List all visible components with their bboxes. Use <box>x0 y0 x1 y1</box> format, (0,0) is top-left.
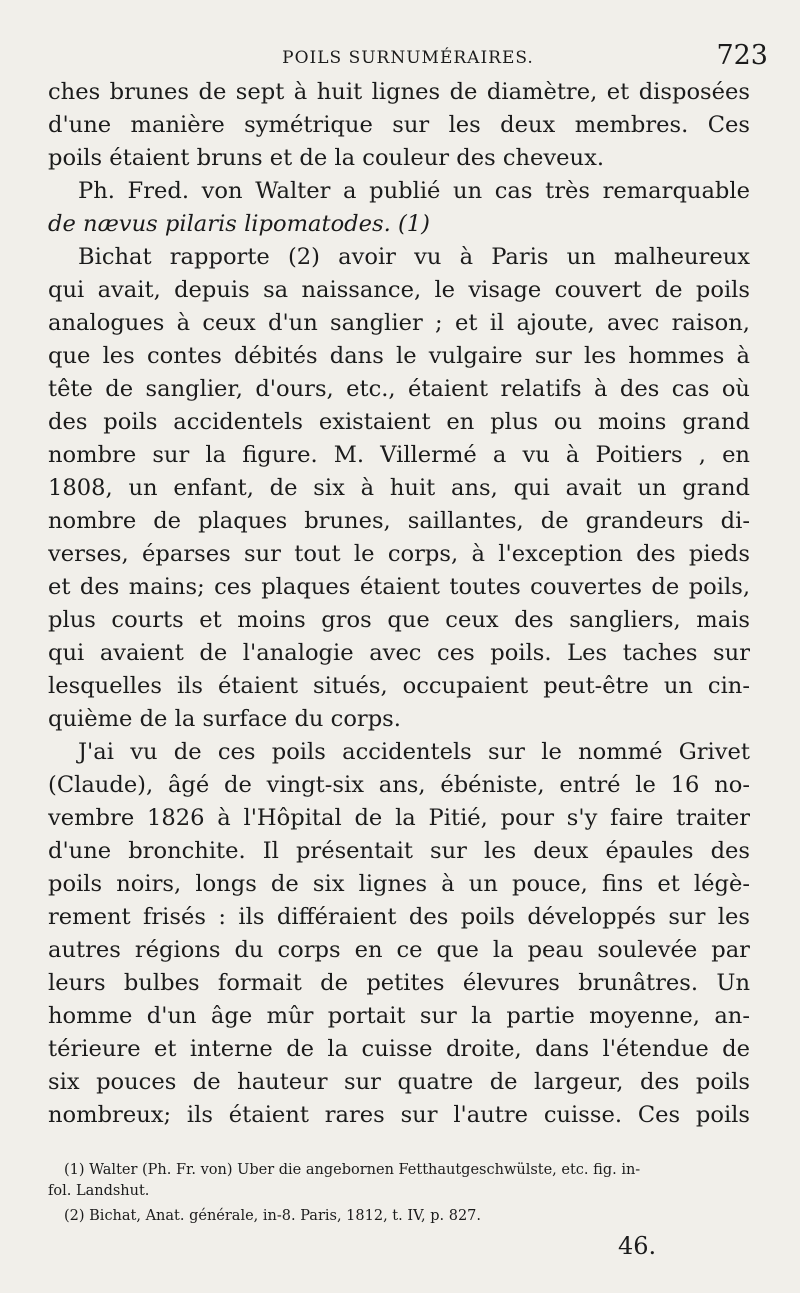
text-line: 1808, un enfant, de six à huit ans, qui avait un grand <box>48 475 750 501</box>
text-line: qui avaient de l'analogie avec ces poils. Les taches sur <box>48 640 750 666</box>
text-line: Ph. Fred. von Walter a publié un cas très remarquable <box>78 178 750 204</box>
text-line: des poils accidentels existaient en plus ou moins grand <box>48 409 750 435</box>
text-line: nombre de plaques brunes, saillantes, de grandeurs di- <box>48 508 750 534</box>
footnote: (1) Walter (Ph. Fr. von) Uber die angebornen Fetthautgeschwülste, etc. fig. in- <box>64 1162 641 1178</box>
text-line: homme d'un âge mûr portait sur la partie moyenne, an- <box>48 1003 750 1029</box>
text-line: tête de sanglier, d'ours, etc., étaient relatifs à des cas où <box>48 376 750 402</box>
text-line: qui avait, depuis sa naissance, le visage couvert de poils <box>48 277 750 303</box>
body-text <box>48 76 750 1132</box>
footnote: (2) Bichat, Anat. générale, in-8. Paris, 1812, t. IV, p. 827. <box>64 1208 482 1224</box>
text-line: térieure et interne de la cuisse droite, dans l'étendue de <box>48 1036 750 1062</box>
running-title: POILS SURNUMÉRAIRES. <box>282 48 534 68</box>
text-line: que les contes débités dans le vulgaire sur les hommes à <box>48 343 750 369</box>
text-line: nombreux; ils étaient rares sur l'autre cuisse. Ces poils <box>48 1102 750 1128</box>
text-line: rement frisés : ils différaient des poils développés sur les <box>48 904 750 930</box>
page-number: 723 <box>716 40 768 71</box>
signature-mark: 46. <box>618 1232 657 1260</box>
running-head <box>48 40 768 74</box>
text-line: autres régions du corps en ce que la peau soulevée par <box>48 937 750 963</box>
text-line: nombre sur la figure. M. Villermé a vu à Poitiers , en <box>48 442 750 468</box>
text-line: plus courts et moins gros que ceux des sangliers, mais <box>48 607 750 633</box>
text-line: leurs bulbes formait de petites élevures brunâtres. Un <box>48 970 750 996</box>
text-line: J'ai vu de ces poils accidentels sur le nommé Grivet <box>78 739 750 765</box>
text-line: verses, éparses sur tout le corps, à l'exception des pieds <box>48 541 750 567</box>
text-line: analogues à ceux d'un sanglier ; et il ajoute, avec raison, <box>48 310 750 336</box>
text-line: lesquelles ils étaient situés, occupaient peut-être un cin- <box>48 673 750 699</box>
text-line: vembre 1826 à l'Hôpital de la Pitié, pour s'y faire traiter <box>48 805 750 831</box>
text-line: et des mains; ces plaques étaient toutes couvertes de poils, <box>48 574 750 600</box>
footnote: fol. Landshut. <box>48 1183 150 1199</box>
text-line: ches brunes de sept à huit lignes de diamètre, et disposées <box>48 79 750 105</box>
text-line: de nævus pilaris lipomatodes. (1) <box>48 211 430 237</box>
text-line: poils noirs, longs de six lignes à un pouce, fins et légè- <box>48 871 750 897</box>
text-line: six pouces de hauteur sur quatre de largeur, des poils <box>48 1069 750 1095</box>
text-line: quième de la surface du corps. <box>48 706 401 732</box>
text-line: poils étaient bruns et de la couleur des cheveux. <box>48 145 605 171</box>
text-line: Bichat rapporte (2) avoir vu à Paris un malheureux <box>78 244 750 270</box>
footnotes <box>48 1160 750 1227</box>
text-line: d'une bronchite. Il présentait sur les deux épaules des <box>48 838 750 864</box>
text-line: d'une manière symétrique sur les deux membres. Ces <box>48 112 750 138</box>
text-line: (Claude), âgé de vingt-six ans, ébéniste, entré le 16 no- <box>48 772 750 798</box>
